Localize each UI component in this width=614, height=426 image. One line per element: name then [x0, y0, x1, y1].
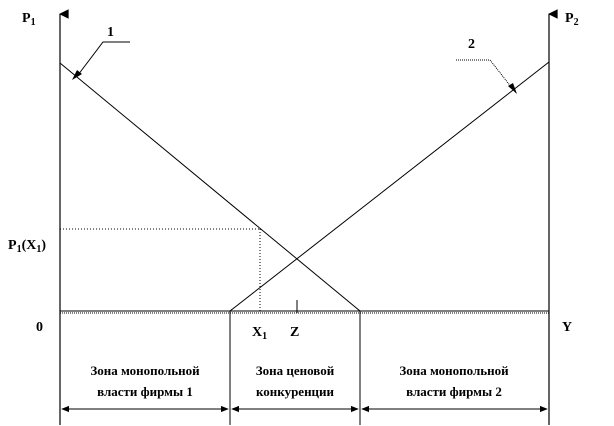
p1x1-label: $P_1(X_1)$	[8, 238, 47, 255]
origin-label: 0	[36, 320, 43, 335]
z-label: Z	[290, 325, 300, 340]
line2-leader	[456, 60, 512, 88]
zone2-text-line1: Зона ценовой	[255, 363, 335, 378]
line2-label: 2	[468, 37, 475, 52]
line1-label: 1	[107, 25, 114, 40]
line1-leader	[78, 42, 130, 75]
price-line-2	[230, 62, 549, 311]
zone3-text-line1: Зона монопольной	[399, 363, 509, 378]
zone2-text-line2: конкуренции	[255, 384, 335, 399]
left-axis-label: $P_1$	[22, 11, 36, 28]
x1-label: $X_1$	[252, 325, 268, 342]
right-axis-label: $P_2$	[565, 11, 579, 28]
y-end-label: Y	[562, 320, 573, 335]
zone1-text-line2: власти фирмы 1	[97, 384, 193, 399]
zone1-text-line1: Зона монопольной	[90, 363, 200, 378]
zone3-text-line2: власти фирмы 2	[406, 384, 502, 399]
price-line-1	[60, 63, 360, 311]
